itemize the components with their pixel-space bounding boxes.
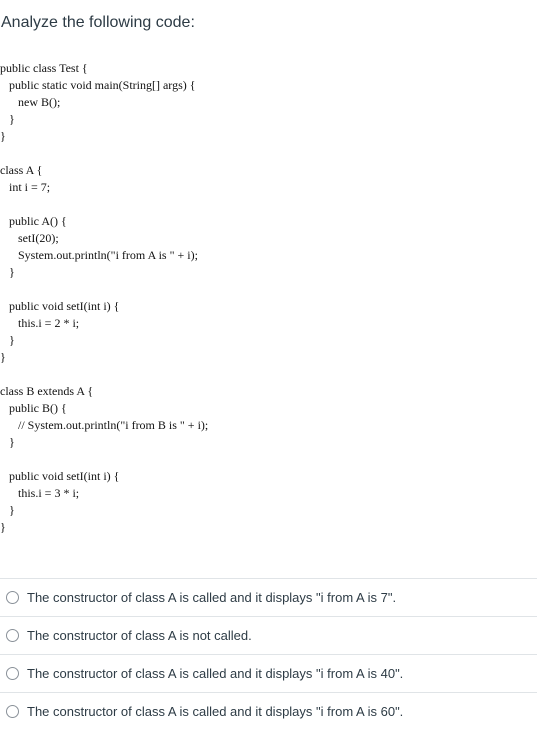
code-line xyxy=(0,366,208,383)
code-line: setI(20); xyxy=(0,231,59,245)
radio-button[interactable] xyxy=(6,705,19,718)
code-line: } xyxy=(0,129,6,143)
answer-option[interactable] xyxy=(0,578,537,616)
radio-button[interactable] xyxy=(6,591,19,604)
code-line: } xyxy=(0,435,15,449)
code-line xyxy=(0,145,208,162)
answer-list xyxy=(0,578,537,730)
code-line: public class Test { xyxy=(0,61,88,75)
code-line: this.i = 3 * i; xyxy=(0,486,80,500)
code-line: this.i = 2 * i; xyxy=(0,316,80,330)
answer-option[interactable] xyxy=(0,616,537,654)
code-line: } xyxy=(0,333,15,347)
code-line: class A { xyxy=(0,163,43,177)
code-line xyxy=(0,451,208,468)
code-line xyxy=(0,281,208,298)
answer-option[interactable] xyxy=(0,654,537,692)
code-line: public B() { xyxy=(0,401,67,415)
code-line: } xyxy=(0,520,6,534)
code-line: } xyxy=(0,112,15,126)
answer-label: The constructor of class A is not called. xyxy=(27,628,252,643)
answer-option[interactable] xyxy=(0,692,537,730)
code-line: } xyxy=(0,265,15,279)
code-line: int i = 7; xyxy=(0,180,51,194)
code-line: } xyxy=(0,350,6,364)
radio-button[interactable] xyxy=(6,629,19,642)
code-line: public void setI(int i) { xyxy=(0,469,120,483)
code-line: new B(); xyxy=(0,95,61,109)
code-line: class B extends A { xyxy=(0,384,94,398)
code-line: } xyxy=(0,503,15,517)
code-line: public static void main(String[] args) { xyxy=(0,78,196,92)
code-line: // System.out.println("i from B is " + i); xyxy=(0,418,209,432)
radio-button[interactable] xyxy=(6,667,19,680)
answer-label: The constructor of class A is called and it displays "i from A is 7". xyxy=(27,590,397,605)
question-prompt: Analyze the following code: xyxy=(1,14,195,31)
code-line xyxy=(0,196,208,213)
code-line: public void setI(int i) { xyxy=(0,299,120,313)
answer-label: The constructor of class A is called and it displays "i from A is 40". xyxy=(27,666,404,681)
code-line: System.out.println("i from A is " + i); xyxy=(0,248,198,262)
code-line: public A() { xyxy=(0,214,67,228)
code-block xyxy=(0,60,208,536)
answer-label: The constructor of class A is called and it displays "i from A is 60". xyxy=(27,704,404,719)
